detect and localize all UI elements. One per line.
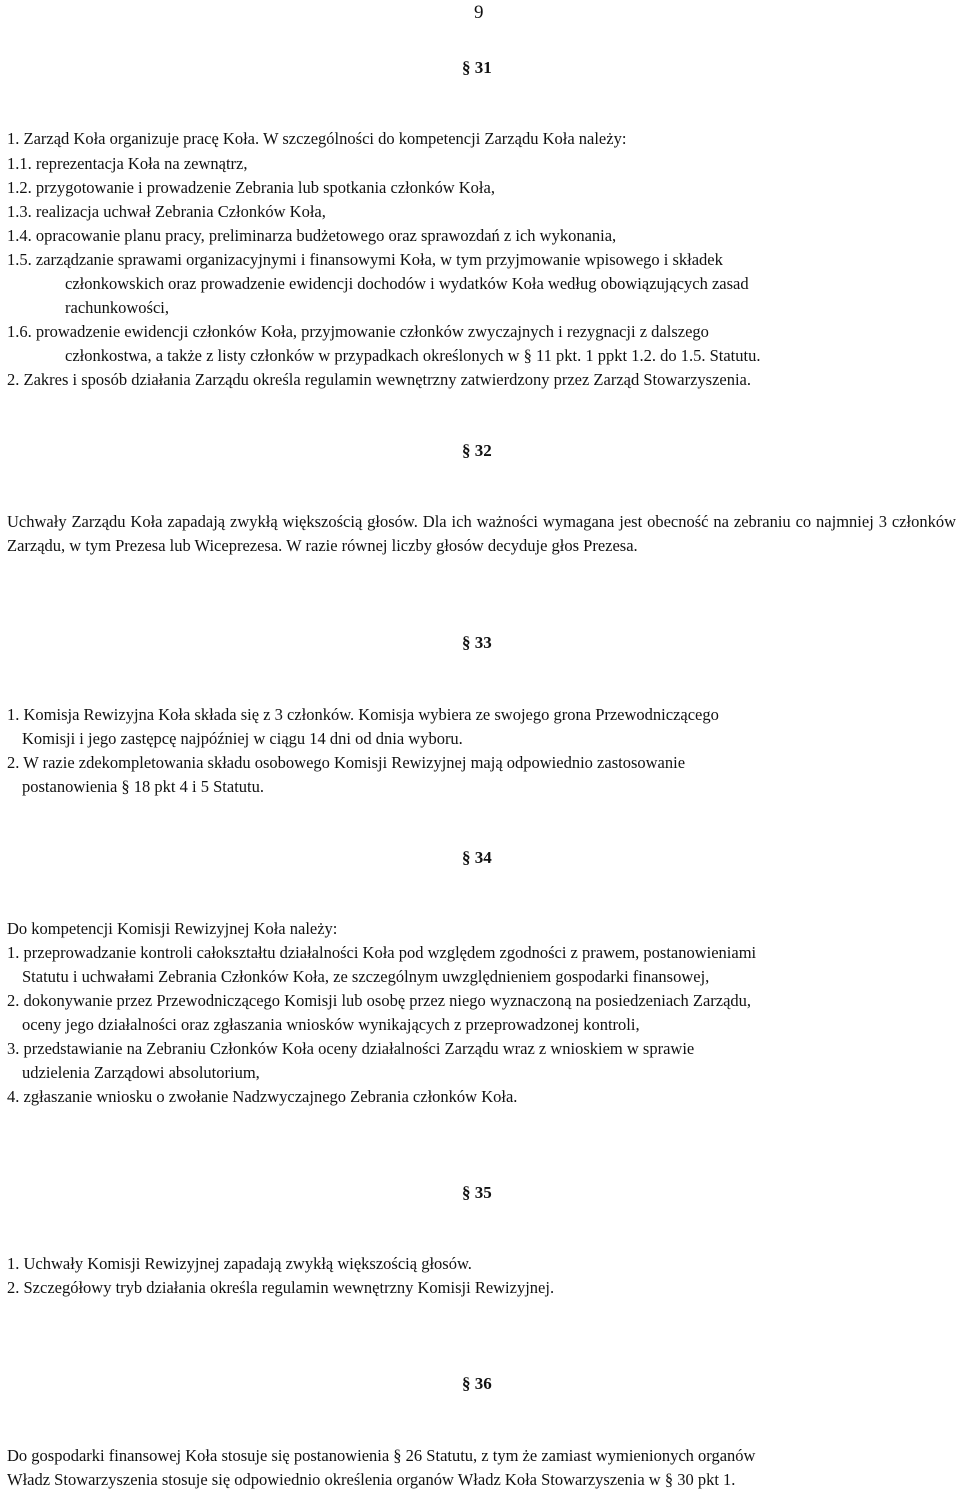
s34-line-7: udzielenia Zarządowi absolutorium, xyxy=(22,1063,260,1082)
s31-line-4: 1.3. realizacja uchwał Zebrania Członków Koła, xyxy=(7,202,326,221)
s34-line-1: Do kompetencji Komisji Rewizyjnej Koła należy: xyxy=(7,919,338,938)
s33-line-4: postanowienia § 18 pkt 4 i 5 Statutu. xyxy=(22,777,264,796)
s31-line-5: 1.4. opracowanie planu pracy, preliminarza budżetowego oraz sprawozdań z ich wykonania, xyxy=(7,226,617,245)
s31-line-2: 1.1. reprezentacja Koła na zewnątrz, xyxy=(7,154,248,173)
section-heading-32: § 32 xyxy=(462,441,492,460)
s33-line-1: 1. Komisja Rewizyjna Koła składa się z 3 członków. Komisja wybiera ze swojego grona Przewodniczącego xyxy=(7,705,719,724)
s33-line-3: 2. W razie zdekompletowania składu osobowego Komisji Rewizyjnej mają odpowiednio zastosowanie xyxy=(7,753,686,772)
s34-line-4: 2. dokonywanie przez Przewodniczącego Komisji lub osobę przez niego wyznaczoną na posiedzeniach Zarządu, xyxy=(7,991,752,1010)
section-heading-36: § 36 xyxy=(462,1374,492,1393)
s31-line-11: 2. Zakres i sposób działania Zarządu określa regulamin wewnętrzny zatwierdzony przez Zarząd Stowarzyszenia. xyxy=(7,370,752,389)
page-number: 9 xyxy=(474,2,484,23)
s34-line-5: oceny jego działalności oraz zgłaszania wniosków wynikających z przeprowadzonej kontroli, xyxy=(22,1015,640,1034)
s31-line-1: 1. Zarząd Koła organizuje pracę Koła. W szczególności do kompetencji Zarządu Koła należy: xyxy=(7,129,627,148)
s36-line-1: Do gospodarki finansowej Koła stosuje się postanowienia § 26 Statutu, z tym że zamiast wymienionych organów xyxy=(7,1446,756,1465)
s32-paragraph: Uchwały Zarządu Koła zapadają zwykłą większością głosów. Dla ich ważności wymagana jest obecność na zebraniu co najmniej 3 członków Zarządu, w tym Prezesa lub Wiceprezesa. W razie równej liczby głosów decyduje głos Prezesa. xyxy=(7,512,956,555)
s34-line-8: 4. zgłaszanie wniosku o zwołanie Nadzwyczajnego Zebrania członków Koła. xyxy=(7,1087,518,1106)
s31-line-6: 1.5. zarządzanie sprawami organizacyjnymi i finansowymi Koła, w tym przyjmowanie wpisowego i składek xyxy=(7,250,723,269)
section-heading-34: § 34 xyxy=(462,848,492,867)
s35-line-1: 1. Uchwały Komisji Rewizyjnej zapadają zwykłą większością głosów. xyxy=(7,1254,472,1273)
s34-line-2: 1. przeprowadzanie kontroli całokształtu działalności Koła pod względem zgodności z prawem, postanowieniami xyxy=(7,943,757,962)
s31-line-3: 1.2. przygotowanie i prowadzenie Zebrania lub spotkania członków Koła, xyxy=(7,178,495,197)
s33-line-2: Komisji i jego zastępcę najpóźniej w ciągu 14 dni od dnia wyboru. xyxy=(22,729,463,748)
s31-line-7: członkowskich oraz prowadzenie ewidencji dochodów i wydatków Koła według obowiązujących zasad xyxy=(65,274,749,293)
s31-line-10: członkostwa, a także z listy członków w przypadkach określonych w § 11 pkt. 1 ppkt 1.2. do 1.5. Statutu. xyxy=(65,346,761,365)
s35-line-2: 2. Szczegółowy tryb działania określa regulamin wewnętrzny Komisji Rewizyjnej. xyxy=(7,1278,555,1297)
s31-line-9: 1.6. prowadzenie ewidencji członków Koła, przyjmowanie członków zwyczajnych i rezygnacji z dalszego xyxy=(7,322,709,341)
s34-line-3: Statutu i uchwałami Zebrania Członków Koła, ze szczególnym uwzględnieniem gospodarki finansowej, xyxy=(22,967,710,986)
section-heading-35: § 35 xyxy=(462,1183,492,1202)
section-heading-33: § 33 xyxy=(462,633,492,652)
section-heading-31: § 31 xyxy=(462,58,492,77)
s31-line-8: rachunkowości, xyxy=(65,298,170,317)
s36-line-2: Władz Stowarzyszenia stosuje się odpowiednio określenia organów Władz Koła Stowarzyszenia w § 30 pkt 1. xyxy=(7,1470,736,1489)
s34-line-6: 3. przedstawianie na Zebraniu Członków Koła oceny działalności Zarządu wraz z wnioskiem w sprawie xyxy=(7,1039,695,1058)
